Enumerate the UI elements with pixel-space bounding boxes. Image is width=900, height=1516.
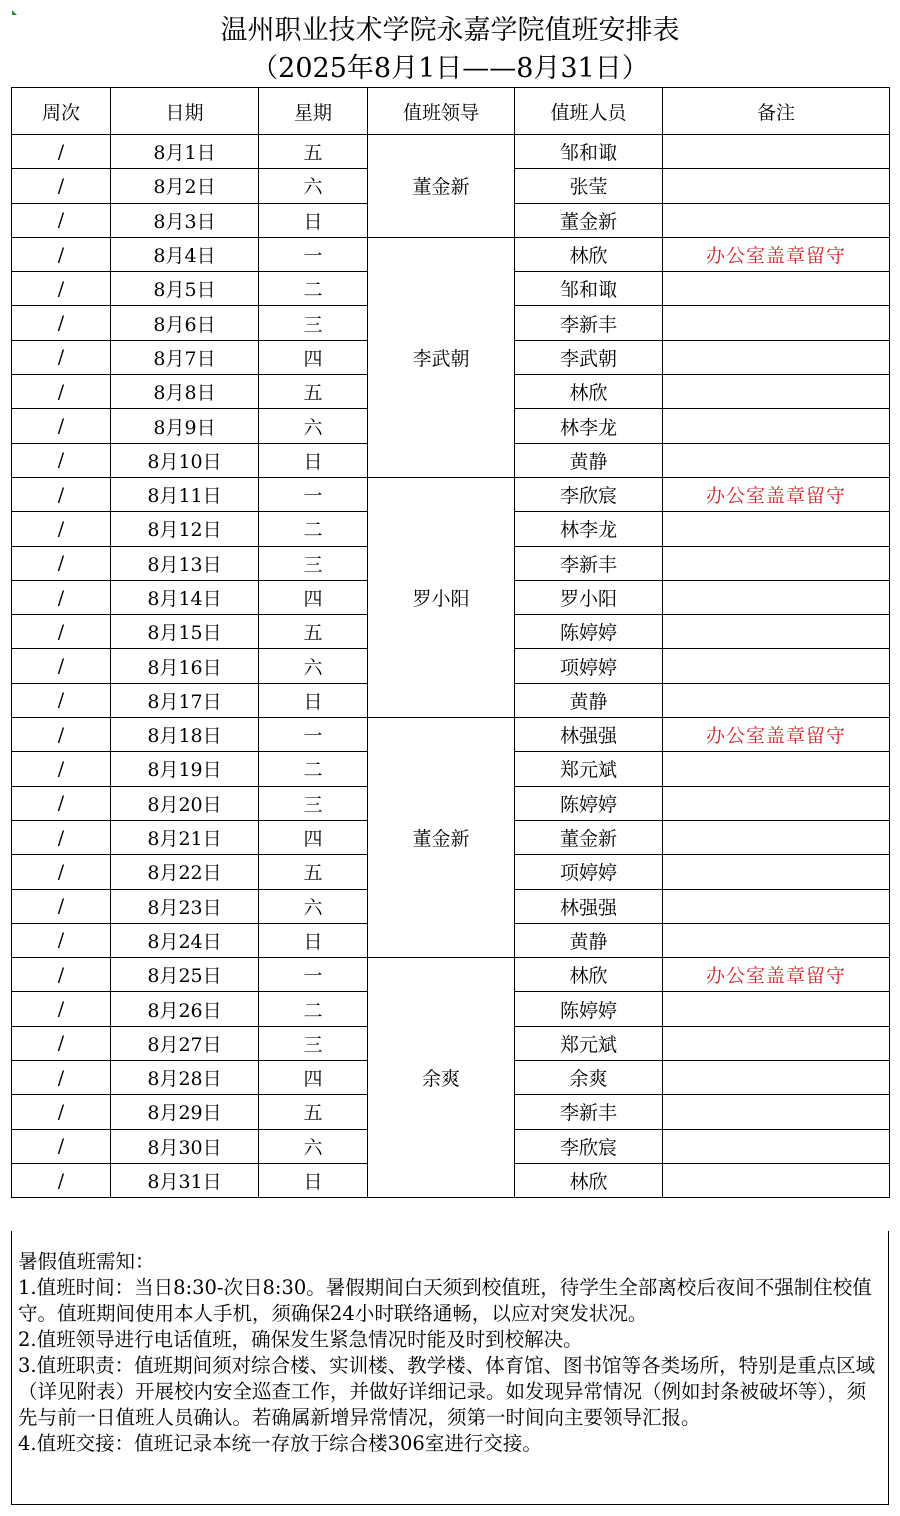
staff-cell: 项婷婷 — [515, 855, 663, 889]
date-cell: 8月9日 — [111, 409, 259, 443]
remark-cell — [663, 512, 890, 546]
staff-cell: 林李龙 — [515, 512, 663, 546]
date-cell: 8月10日 — [111, 443, 259, 477]
date-cell: 8月25日 — [111, 958, 259, 992]
leader-cell: 罗小阳 — [368, 477, 515, 717]
header-staff: 值班人员 — [515, 88, 663, 135]
weekday-cell: 六 — [259, 169, 368, 203]
date-cell: 8月19日 — [111, 752, 259, 786]
staff-cell: 林欣 — [515, 1163, 663, 1197]
week-cell: / — [12, 1129, 111, 1163]
duty-schedule-table — [11, 87, 890, 1198]
table-row — [12, 237, 890, 271]
staff-cell: 郑元斌 — [515, 1026, 663, 1060]
remark-cell — [663, 272, 890, 306]
remark-cell — [663, 786, 890, 820]
staff-cell: 张莹 — [515, 169, 663, 203]
date-cell: 8月8日 — [111, 375, 259, 409]
leader-cell: 董金新 — [368, 135, 515, 238]
weekday-cell: 日 — [259, 923, 368, 957]
staff-cell: 邹和诹 — [515, 272, 663, 306]
weekday-cell: 日 — [259, 1163, 368, 1197]
date-cell: 8月30日 — [111, 1129, 259, 1163]
remark-cell — [663, 1061, 890, 1095]
duty-notes — [11, 1231, 889, 1505]
leader-cell: 董金新 — [368, 718, 515, 958]
weekday-cell: 日 — [259, 443, 368, 477]
remark-cell: 办公室盖章留守 — [663, 237, 890, 271]
staff-cell: 李欣宸 — [515, 477, 663, 511]
remark-cell — [663, 752, 890, 786]
week-cell: / — [12, 889, 111, 923]
week-cell: / — [12, 992, 111, 1026]
staff-cell: 余爽 — [515, 1061, 663, 1095]
week-cell: / — [12, 477, 111, 511]
staff-cell: 郑元斌 — [515, 752, 663, 786]
remark-cell — [663, 375, 890, 409]
remark-cell — [663, 580, 890, 614]
header-leader: 值班领导 — [368, 88, 515, 135]
weekday-cell: 二 — [259, 752, 368, 786]
date-cell: 8月22日 — [111, 855, 259, 889]
remark-cell — [663, 443, 890, 477]
weekday-cell: 五 — [259, 1095, 368, 1129]
week-cell: / — [12, 958, 111, 992]
date-cell: 8月26日 — [111, 992, 259, 1026]
date-cell: 8月4日 — [111, 237, 259, 271]
header-weekday: 星期 — [259, 88, 368, 135]
date-cell: 8月23日 — [111, 889, 259, 923]
week-cell: / — [12, 820, 111, 854]
week-cell: / — [12, 237, 111, 271]
leader-cell: 李武朝 — [368, 237, 515, 477]
weekday-cell: 六 — [259, 1129, 368, 1163]
week-cell: / — [12, 169, 111, 203]
week-cell: / — [12, 615, 111, 649]
remark-cell — [663, 820, 890, 854]
week-cell: / — [12, 1163, 111, 1197]
weekday-cell: 一 — [259, 477, 368, 511]
week-cell: / — [12, 580, 111, 614]
date-cell: 8月7日 — [111, 340, 259, 374]
remark-cell — [663, 169, 890, 203]
week-cell: / — [12, 306, 111, 340]
remark-cell — [663, 855, 890, 889]
table-row — [12, 477, 890, 511]
week-cell: / — [12, 375, 111, 409]
notes-heading: 暑假值班需知： — [18, 1250, 155, 1273]
notes-item-2: 2.值班领导进行电话值班，确保发生紧急情况时能及时到校解决。 — [18, 1328, 583, 1351]
header-week: 周次 — [12, 88, 111, 135]
remark-cell — [663, 992, 890, 1026]
date-cell: 8月14日 — [111, 580, 259, 614]
staff-cell: 陈婷婷 — [515, 615, 663, 649]
staff-cell: 林欣 — [515, 375, 663, 409]
remark-cell — [663, 1095, 890, 1129]
week-cell: / — [12, 512, 111, 546]
date-cell: 8月24日 — [111, 923, 259, 957]
table-row — [12, 718, 890, 752]
staff-cell: 项婷婷 — [515, 649, 663, 683]
date-cell: 8月15日 — [111, 615, 259, 649]
staff-cell: 陈婷婷 — [515, 786, 663, 820]
week-cell: / — [12, 1095, 111, 1129]
staff-cell: 李欣宸 — [515, 1129, 663, 1163]
header-remark: 备注 — [663, 88, 890, 135]
date-cell: 8月12日 — [111, 512, 259, 546]
leader-cell: 余爽 — [368, 958, 515, 1198]
weekday-cell: 日 — [259, 683, 368, 717]
remark-cell — [663, 1129, 890, 1163]
weekday-cell: 日 — [259, 203, 368, 237]
weekday-cell: 三 — [259, 546, 368, 580]
date-cell: 8月3日 — [111, 203, 259, 237]
remark-cell — [663, 1163, 890, 1197]
remark-cell — [663, 615, 890, 649]
week-cell: / — [12, 546, 111, 580]
weekday-cell: 三 — [259, 306, 368, 340]
remark-cell — [663, 683, 890, 717]
table-header-row — [12, 88, 890, 135]
header-date: 日期 — [111, 88, 259, 135]
date-cell: 8月27日 — [111, 1026, 259, 1060]
date-cell: 8月2日 — [111, 169, 259, 203]
weekday-cell: 四 — [259, 340, 368, 374]
staff-cell: 董金新 — [515, 820, 663, 854]
weekday-cell: 四 — [259, 580, 368, 614]
weekday-cell: 六 — [259, 409, 368, 443]
date-cell: 8月11日 — [111, 477, 259, 511]
date-cell: 8月29日 — [111, 1095, 259, 1129]
weekday-cell: 二 — [259, 992, 368, 1026]
date-cell: 8月20日 — [111, 786, 259, 820]
remark-cell — [663, 1026, 890, 1060]
staff-cell: 林李龙 — [515, 409, 663, 443]
date-cell: 8月16日 — [111, 649, 259, 683]
staff-cell: 林强强 — [515, 718, 663, 752]
page-subtitle-date-range: （2025年8月1日——8月31日） — [251, 53, 649, 84]
remark-cell — [663, 649, 890, 683]
date-cell: 8月31日 — [111, 1163, 259, 1197]
weekday-cell: 五 — [259, 135, 368, 169]
week-cell: / — [12, 649, 111, 683]
week-cell: / — [12, 409, 111, 443]
remark-cell — [663, 923, 890, 957]
staff-cell: 李武朝 — [515, 340, 663, 374]
week-cell: / — [12, 786, 111, 820]
week-cell: / — [12, 203, 111, 237]
staff-cell: 李新丰 — [515, 546, 663, 580]
week-cell: / — [12, 1026, 111, 1060]
weekday-cell: 六 — [259, 889, 368, 923]
weekday-cell: 四 — [259, 1061, 368, 1095]
weekday-cell: 三 — [259, 786, 368, 820]
weekday-cell: 一 — [259, 237, 368, 271]
date-cell: 8月6日 — [111, 306, 259, 340]
weekday-cell: 二 — [259, 272, 368, 306]
staff-cell: 李新丰 — [515, 306, 663, 340]
remark-cell — [663, 546, 890, 580]
remark-cell: 办公室盖章留守 — [663, 958, 890, 992]
staff-cell: 罗小阳 — [515, 580, 663, 614]
week-cell: / — [12, 1061, 111, 1095]
weekday-cell: 六 — [259, 649, 368, 683]
notes-item-4: 4.值班交接：值班记录本统一存放于综合楼306室进行交接。 — [18, 1432, 542, 1455]
notes-item-1: 1.值班时间：当日8:30-次日8:30。暑假期间白天须到校值班，待学生全部离校后夜间不强制住校值守。值班期间使用本人手机，须确保24小时联络通畅，以应对突发状况。 — [18, 1276, 872, 1325]
weekday-cell: 五 — [259, 375, 368, 409]
notes-item-3: 3.值班职责：值班期间须对综合楼、实训楼、教学楼、体育馆、图书馆等各类场所，特别是重点区域（详见附表）开展校内安全巡查工作，并做好详细记录。如发现异常情况（例如封条被破坏等），须先与前一日值班人员确认。若确属新增异常情况，须第一时间向主要领导汇报。 — [18, 1354, 876, 1429]
date-cell: 8月5日 — [111, 272, 259, 306]
remark-cell: 办公室盖章留守 — [663, 477, 890, 511]
staff-cell: 黄静 — [515, 443, 663, 477]
date-cell: 8月13日 — [111, 546, 259, 580]
date-cell: 8月1日 — [111, 135, 259, 169]
table-row — [12, 135, 890, 169]
staff-cell: 陈婷婷 — [515, 992, 663, 1026]
staff-cell: 董金新 — [515, 203, 663, 237]
weekday-cell: 五 — [259, 615, 368, 649]
weekday-cell: 一 — [259, 718, 368, 752]
weekday-cell: 二 — [259, 512, 368, 546]
staff-cell: 林欣 — [515, 958, 663, 992]
week-cell: / — [12, 752, 111, 786]
weekday-cell: 一 — [259, 958, 368, 992]
week-cell: / — [12, 683, 111, 717]
week-cell: / — [12, 443, 111, 477]
weekday-cell: 五 — [259, 855, 368, 889]
remark-cell — [663, 340, 890, 374]
staff-cell: 林强强 — [515, 889, 663, 923]
week-cell: / — [12, 718, 111, 752]
remark-cell — [663, 889, 890, 923]
remark-cell — [663, 306, 890, 340]
table-body — [12, 135, 890, 1198]
staff-cell: 黄静 — [515, 923, 663, 957]
date-cell: 8月17日 — [111, 683, 259, 717]
table-row — [12, 958, 890, 992]
staff-cell: 黄静 — [515, 683, 663, 717]
date-cell: 8月21日 — [111, 820, 259, 854]
week-cell: / — [12, 272, 111, 306]
page-title: 温州职业技术学院永嘉学院值班安排表 — [220, 15, 680, 46]
week-cell: / — [12, 855, 111, 889]
weekday-cell: 三 — [259, 1026, 368, 1060]
date-cell: 8月18日 — [111, 718, 259, 752]
week-cell: / — [12, 135, 111, 169]
remark-cell — [663, 135, 890, 169]
remark-cell — [663, 409, 890, 443]
staff-cell: 李新丰 — [515, 1095, 663, 1129]
weekday-cell: 四 — [259, 820, 368, 854]
staff-cell: 林欣 — [515, 237, 663, 271]
week-cell: / — [12, 923, 111, 957]
remark-cell — [663, 203, 890, 237]
week-cell: / — [12, 340, 111, 374]
remark-cell: 办公室盖章留守 — [663, 718, 890, 752]
date-cell: 8月28日 — [111, 1061, 259, 1095]
staff-cell: 邹和诹 — [515, 135, 663, 169]
